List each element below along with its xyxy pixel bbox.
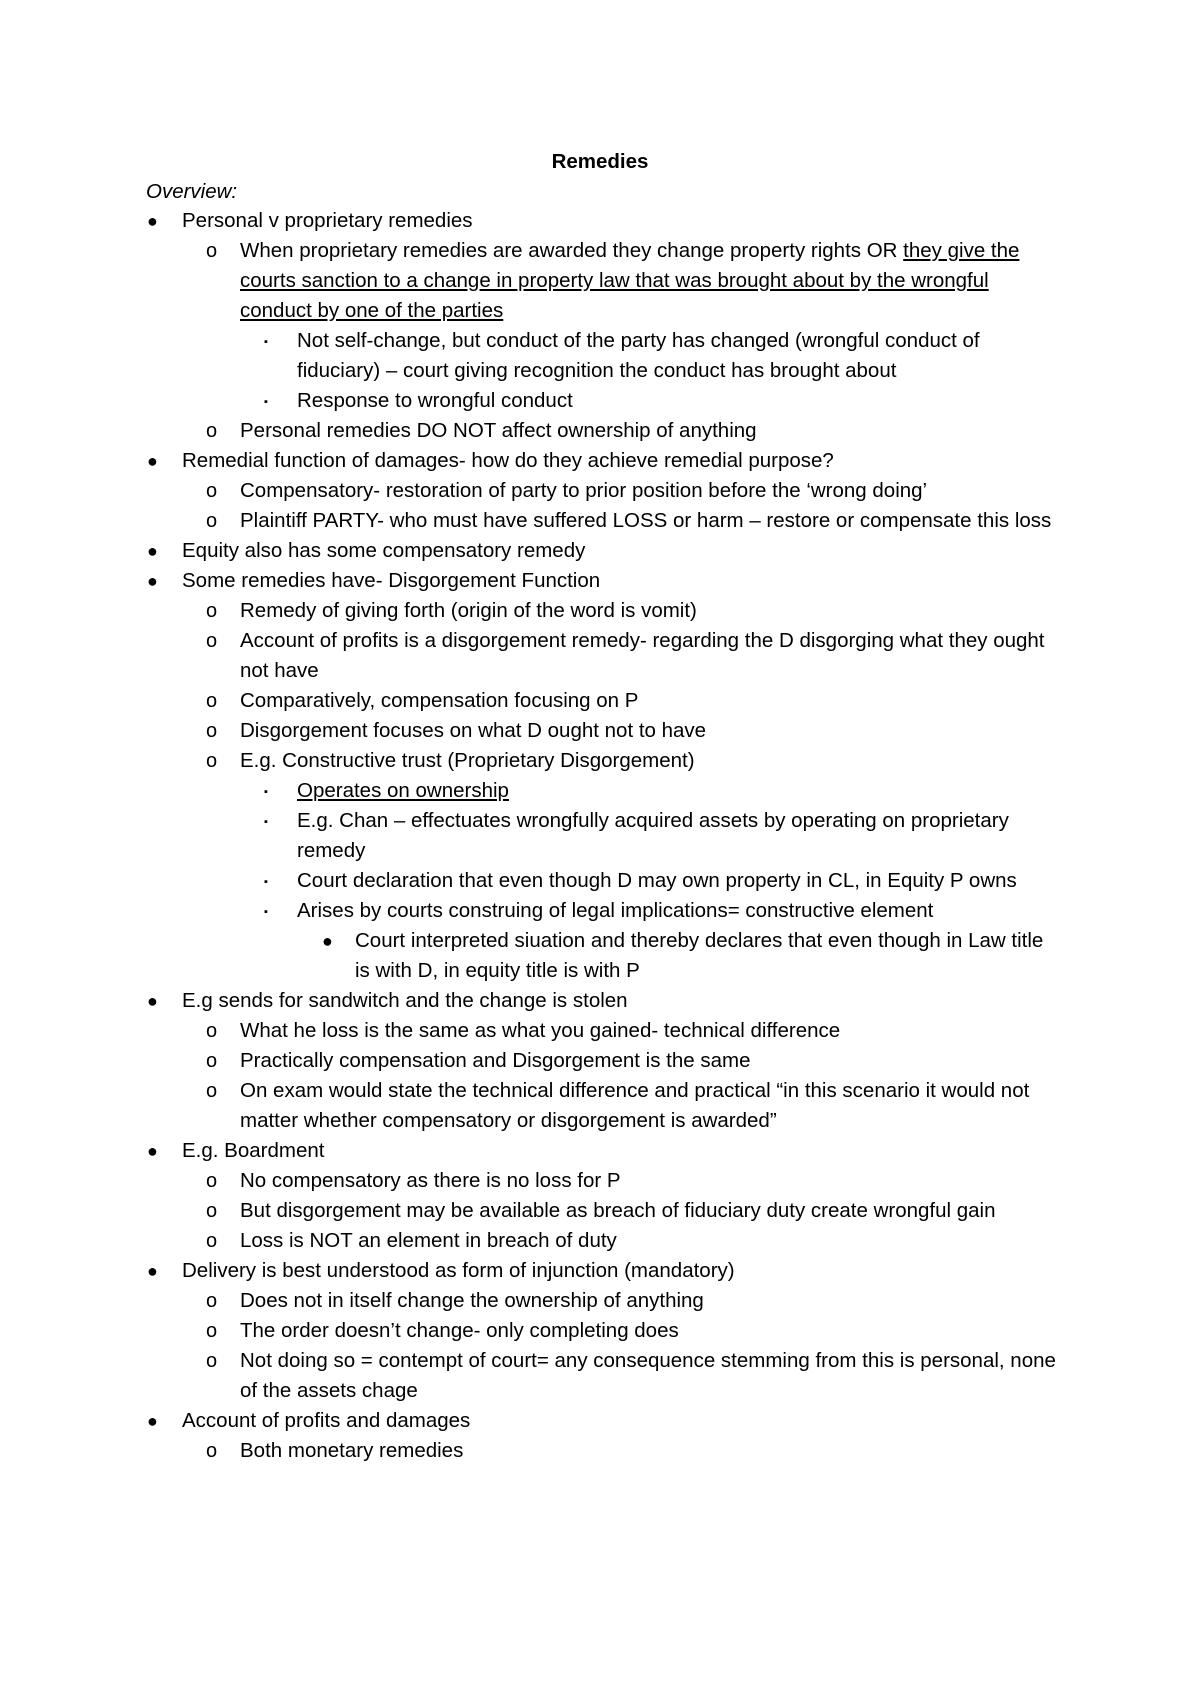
- list-item-text: Response to wrongful conduct: [297, 389, 573, 412]
- bullet-icon: o: [206, 630, 218, 652]
- list-item: [0, 986, 1062, 1016]
- bullet-icon: o: [206, 690, 218, 712]
- list-item-text: Personal v proprietary remedies: [182, 209, 473, 232]
- list-item-text: Court declaration that even though D may own property in CL, in Equity P owns: [297, 869, 1017, 892]
- list-item-text: Loss is NOT an element in breach of duty: [240, 1229, 617, 1252]
- list-item: [0, 326, 1062, 386]
- list-item: [0, 506, 1060, 536]
- list-item: [0, 1256, 1062, 1286]
- list-item-text: Not self-change, but conduct of the party has changed (wrongful conduct of fiduciary) – court giving recognition the conduct has brought about: [297, 329, 980, 382]
- document-title: Remedies: [551, 150, 649, 173]
- list-item: [0, 686, 1060, 716]
- bullet-icon: ●: [147, 1141, 158, 1161]
- list-item: [0, 1226, 1060, 1256]
- underlined-text: Operates on ownership: [297, 779, 509, 802]
- list-item-text: But disgorgement may be available as breach of fiduciary duty create wrongful gain: [240, 1199, 996, 1222]
- bullet-icon: o: [206, 1200, 218, 1222]
- list-item: [0, 806, 1062, 866]
- list-item-text: E.g. Constructive trust (Proprietary Disgorgement): [240, 749, 695, 772]
- list-item: [0, 1166, 1060, 1196]
- bullet-icon: o: [206, 720, 218, 742]
- bullet-icon: ●: [147, 211, 158, 231]
- bullet-icon: o: [206, 1320, 218, 1342]
- list-item: [0, 1406, 1062, 1436]
- bullet-icon: ▪: [264, 396, 268, 408]
- list-item: [0, 536, 1062, 566]
- bullet-icon: ▪: [264, 816, 268, 828]
- list-item-text: Plaintiff PARTY- who must have suffered LOSS or harm – restore or compensate this loss: [240, 509, 1052, 532]
- list-item-text: Disgorgement focuses on what D ought not to have: [240, 719, 707, 742]
- bullet-icon: ●: [147, 1261, 158, 1281]
- list-item-text: Not doing so = contempt of court= any consequence stemming from this is personal, none of the assets chage: [240, 1349, 1056, 1402]
- list-item: [0, 1286, 1060, 1316]
- list-item: [0, 1346, 1060, 1406]
- list-item: [0, 386, 1062, 416]
- bullet-icon: ●: [322, 931, 333, 951]
- list-item-text: What he loss is the same as what you gained- technical difference: [240, 1019, 841, 1042]
- bullet-icon: ●: [147, 541, 158, 561]
- list-item: [0, 626, 1060, 686]
- bullet-icon: ▪: [264, 876, 268, 888]
- list-item: [0, 236, 1060, 326]
- bullet-icon: ▪: [264, 906, 268, 918]
- list-item-text: Compensatory- restoration of party to prior position before the ‘wrong doing’: [240, 479, 928, 502]
- list-item-text: Account of profits is a disgorgement remedy- regarding the D disgorging what they ought not have: [240, 629, 1045, 682]
- list-item: [0, 716, 1060, 746]
- bullet-icon: ●: [147, 451, 158, 471]
- bullet-icon: o: [206, 420, 218, 442]
- bullet-icon: o: [206, 1050, 218, 1072]
- bullet-icon: ●: [147, 1411, 158, 1431]
- list-item-text: When proprietary remedies are awarded they change property rights OR: [240, 239, 904, 262]
- list-item: [0, 866, 1062, 896]
- list-item-text: Account of profits and damages: [182, 1409, 471, 1432]
- list-item-text: The order doesn’t change- only completing does: [240, 1319, 679, 1342]
- list-item: [0, 1076, 1060, 1136]
- bullet-icon: o: [206, 750, 218, 772]
- bullet-icon: o: [206, 1290, 218, 1312]
- notes-list: [0, 206, 1200, 1466]
- list-item: [0, 1436, 1060, 1466]
- overview-label: Overview:: [146, 180, 238, 203]
- list-item-text: Court interpreted siuation and thereby declares that even though in Law title is with D, in equity title is with P: [355, 929, 1044, 982]
- list-item-text: Arises by courts construing of legal implications= constructive element: [297, 899, 934, 922]
- bullet-icon: o: [206, 600, 218, 622]
- list-item-text: E.g sends for sandwitch and the change is stolen: [182, 989, 628, 1012]
- bullet-icon: o: [206, 480, 218, 502]
- bullet-icon: ●: [147, 991, 158, 1011]
- list-item: [0, 1316, 1060, 1346]
- bullet-icon: o: [206, 510, 218, 532]
- list-item-text: Delivery is best understood as form of injunction (mandatory): [182, 1259, 735, 1282]
- list-item: [0, 746, 1060, 776]
- list-item-text: No compensatory as there is no loss for P: [240, 1169, 621, 1192]
- bullet-icon: ▪: [264, 336, 268, 348]
- list-item: [0, 1046, 1060, 1076]
- list-item: [0, 1016, 1060, 1046]
- list-item: [0, 596, 1060, 626]
- list-item: [0, 416, 1060, 446]
- bullet-icon: o: [206, 1080, 218, 1102]
- list-item-text: Personal remedies DO NOT affect ownership of anything: [240, 419, 757, 442]
- list-item-text: Equity also has some compensatory remedy: [182, 539, 586, 562]
- underlined-text: they give the courts sanction to a change in property law that was brought about by the wrongful conduct by one of the parties: [240, 239, 1020, 322]
- list-item-text: Practically compensation and Disgorgement is the same: [240, 1049, 751, 1072]
- bullet-icon: o: [206, 1020, 218, 1042]
- list-item: [0, 1136, 1062, 1166]
- list-item-text: Some remedies have- Disgorgement Function: [182, 569, 601, 592]
- bullet-icon: o: [206, 1170, 218, 1192]
- list-item-text: Both monetary remedies: [240, 1439, 464, 1462]
- list-item: [0, 566, 1062, 596]
- list-item: [0, 446, 1062, 476]
- bullet-icon: o: [206, 1230, 218, 1252]
- list-item-text: E.g. Chan – effectuates wrongfully acquired assets by operating on proprietary remedy: [297, 809, 1009, 862]
- list-item-text: Comparatively, compensation focusing on P: [240, 689, 639, 712]
- list-item-text: Remedial function of damages- how do they achieve remedial purpose?: [182, 449, 834, 472]
- list-item: [0, 926, 1060, 986]
- list-item-text: Remedy of giving forth (origin of the word is vomit): [240, 599, 697, 622]
- list-item: [0, 776, 1062, 806]
- list-item: [0, 206, 1062, 236]
- list-item-text: E.g. Boardment: [182, 1139, 325, 1162]
- bullet-icon: ▪: [264, 786, 268, 798]
- bullet-icon: ●: [147, 571, 158, 591]
- bullet-icon: o: [206, 1350, 218, 1372]
- list-item: [0, 896, 1062, 926]
- bullet-icon: o: [206, 1440, 218, 1462]
- bullet-icon: o: [206, 240, 218, 262]
- list-item-text: On exam would state the technical difference and practical “in this scenario it would not matter whether compensatory or disgorgement is awarded”: [240, 1079, 1030, 1132]
- list-item: [0, 476, 1060, 506]
- list-item: [0, 1196, 1060, 1226]
- list-item-text: Does not in itself change the ownership of anything: [240, 1289, 704, 1312]
